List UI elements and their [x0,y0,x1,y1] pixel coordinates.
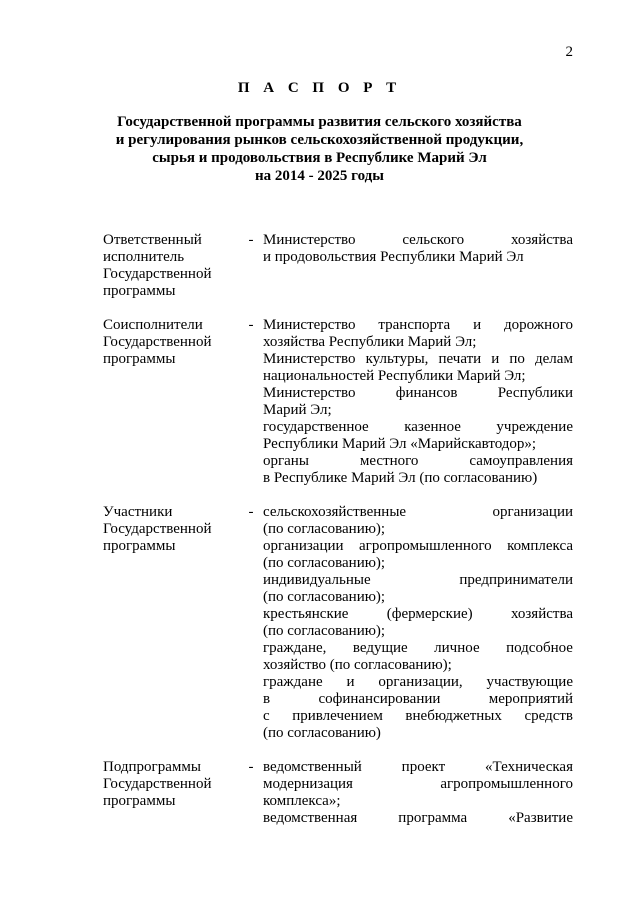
row-value-line: ведомственный проект «Техническая [263,759,573,775]
row-value [263,317,573,487]
subtitle-line: на 2014 - 2025 годы [255,168,384,184]
row-label-line: Государственной [103,521,212,537]
row-value-line: граждане и организации, участвующие [263,674,573,690]
row-value-line: (по согласованию); [263,623,386,639]
row-value-line: хозяйства Республики Марий Эл; [263,334,477,350]
row-dash: - [248,504,254,520]
row-value-line: Марий Эл; [263,402,332,418]
row-value-line: Министерство транспорта и дорожного [263,317,573,333]
document-title: П А С П О Р Т [237,80,402,96]
row-value-line: организации агропромышленного комплекса [263,538,573,554]
row-dash: - [248,759,254,775]
row-label [103,504,239,742]
row-value-line: хозяйство (по согласованию); [263,657,452,673]
row-label-line: Участники [103,504,173,520]
row-value [263,232,573,300]
row-label [103,317,239,487]
row-label-line: программы [103,793,176,809]
row-value-line: с привлечением внебюджетных средств [263,708,573,724]
document-subtitle [0,113,639,185]
page-number: 2 [565,44,573,60]
row-value-line: (по согласованию); [263,555,386,571]
passport-row-responsible [103,232,573,300]
row-value-line: модернизация агропромышленного [263,776,573,792]
row-value-line: органы местного самоуправления [263,453,573,469]
row-label-line: Ответственный [103,232,202,248]
row-label [103,759,239,827]
row-value-line: сельскохозяйственные организации [263,504,573,520]
row-value-line: и продовольствия Республики Марий Эл [263,249,524,265]
row-value [263,759,573,827]
subtitle-line: сырья и продовольствия в Республике Марий Эл [152,150,487,166]
row-value-line: комплекса»; [263,793,341,809]
row-value-line: ведомственная программа «Развитие [263,810,573,826]
subtitle-line: и регулирования рынков сельскохозяйственной продукции, [115,132,524,148]
row-label-line: программы [103,283,176,299]
row-value-line: Министерство финансов Республики [263,385,573,401]
row-label-line: программы [103,351,176,367]
passport-row-participants [103,504,573,742]
passport-row-coexecutors [103,317,573,487]
row-label-line: Соисполнители [103,317,203,333]
row-value-line: в Республике Марий Эл (по согласованию) [263,470,538,486]
row-value-line: Министерство сельского хозяйства [263,232,573,248]
row-value-line: (по согласованию) [263,725,381,741]
row-label-line: Государственной [103,266,212,282]
subtitle-line: Государственной программы развития сельского хозяйства [117,114,522,130]
row-label-line: исполнитель [103,249,185,265]
row-value-line: Республики Марий Эл «Марийскавтодор»; [263,436,537,452]
row-value-line: крестьянские (фермерские) хозяйства [263,606,573,622]
row-value-line: индивидуальные предприниматели [263,572,573,588]
row-label-line: Государственной [103,776,212,792]
passport-row-subprograms [103,759,573,827]
row-label [103,232,239,300]
row-value-line: граждане, ведущие личное подсобное [263,640,573,656]
row-value-line: (по согласованию); [263,521,386,537]
row-value-line: в софинансировании мероприятий [263,691,573,707]
row-label-line: Подпрограммы [103,759,201,775]
row-label-line: Государственной [103,334,212,350]
row-dash: - [248,232,254,248]
row-dash: - [248,317,254,333]
row-value-line: (по согласованию); [263,589,386,605]
passport-table [103,232,573,827]
row-value-line: Министерство культуры, печати и по делам [263,351,573,367]
row-value-line: государственное казенное учреждение [263,419,573,435]
row-value [263,504,573,742]
row-label-line: программы [103,538,176,554]
row-value-line: национальностей Республики Марий Эл; [263,368,526,384]
